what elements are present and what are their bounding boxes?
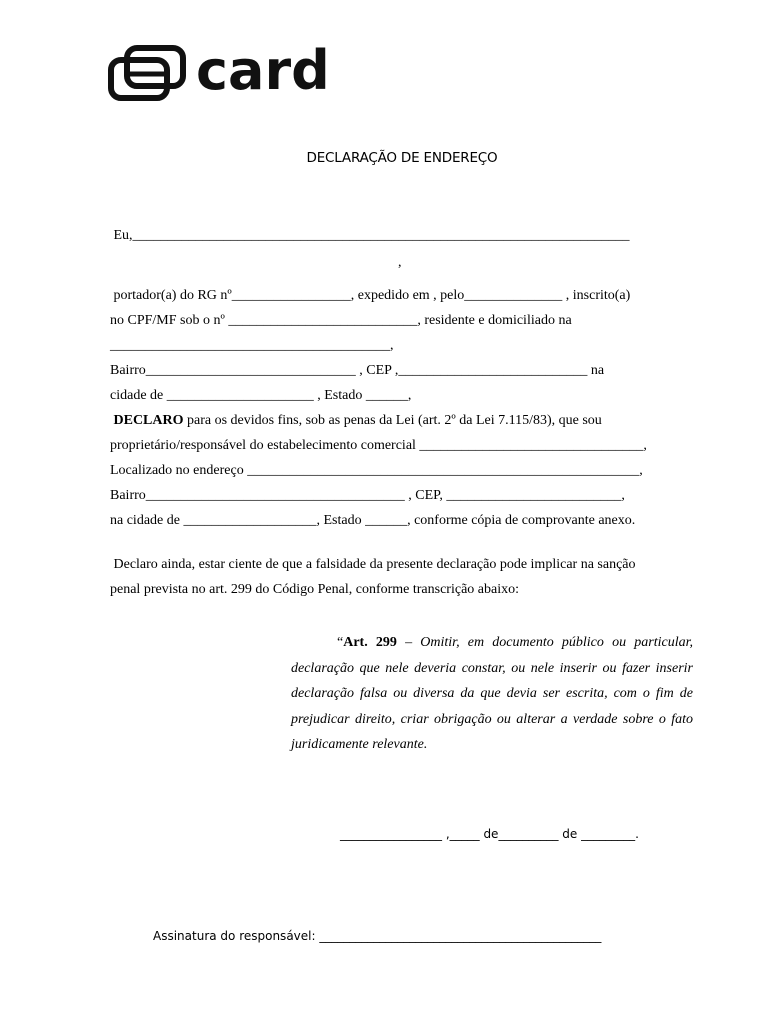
- line-rg: portador(a) do RG nº_________________, expedido em , pelo______________ , inscrito(a): [110, 288, 631, 303]
- logo-wordmark: card: [196, 39, 330, 102]
- line-localizado: Localizado no endereço ________________________________________________________,: [110, 463, 643, 478]
- line-blank: ________________________________________,: [110, 338, 394, 353]
- line-cidade-1: cidade de _____________________ , Estado ______,: [110, 388, 412, 403]
- card-logo: [108, 39, 330, 102]
- line-comma: ,: [398, 255, 402, 270]
- line-declaro-ainda-2: penal prevista no art. 299 do Código Penal, conforme transcrição abaixo:: [110, 582, 519, 597]
- line-proprietario: proprietário/responsável do estabelecimento comercial ________________________________,: [110, 438, 647, 453]
- quote-article: Art. 299: [343, 635, 397, 650]
- line-declaro-ainda-1: Declaro ainda, estar ciente de que a falsidade da presente declaração pode implicar na sanção: [110, 557, 636, 572]
- line-declaro: [110, 412, 602, 430]
- legal-quote: [291, 630, 693, 758]
- date-line: _________________ ,_____ de__________ de _________.: [340, 827, 639, 841]
- line-bairro-1: Bairro______________________________ , CEP ,___________________________ na: [110, 363, 605, 378]
- card-logo-icon: [108, 44, 186, 102]
- line-bairro-2: Bairro_____________________________________ , CEP, _________________________,: [110, 488, 625, 503]
- line-eu: Eu,_______________________________________________________________________: [110, 228, 630, 243]
- quote-open-mark: “: [337, 635, 344, 650]
- quote-text: Omitir, em documento público ou particular, declaração que nele deveria constar, ou nele inserir ou fazer inserir declaração falsa ou diversa da que devia ser escrita, com o fim de prejudicar direito, criar obrigação ou alterar a verdade sobre o fato juridicamente relevante.: [291, 635, 694, 752]
- document-title: DECLARAÇÃO DE ENDEREÇO: [306, 150, 498, 166]
- declaro-bold: DECLARO: [110, 413, 184, 428]
- line-cidade-2: na cidade de ___________________, Estado ______, conforme cópia de comprovante anexo.: [110, 513, 636, 528]
- quote-dash: –: [396, 635, 421, 650]
- declaro-rest: para os devidos fins, sob as penas da Lei (art. 2º da Lei 7.115/83), que sou: [183, 413, 602, 428]
- line-cpf: no CPF/MF sob o nº ___________________________, residente e domiciliado na: [110, 313, 572, 328]
- signature-line: Assinatura do responsável: _______________________________________________: [153, 929, 602, 943]
